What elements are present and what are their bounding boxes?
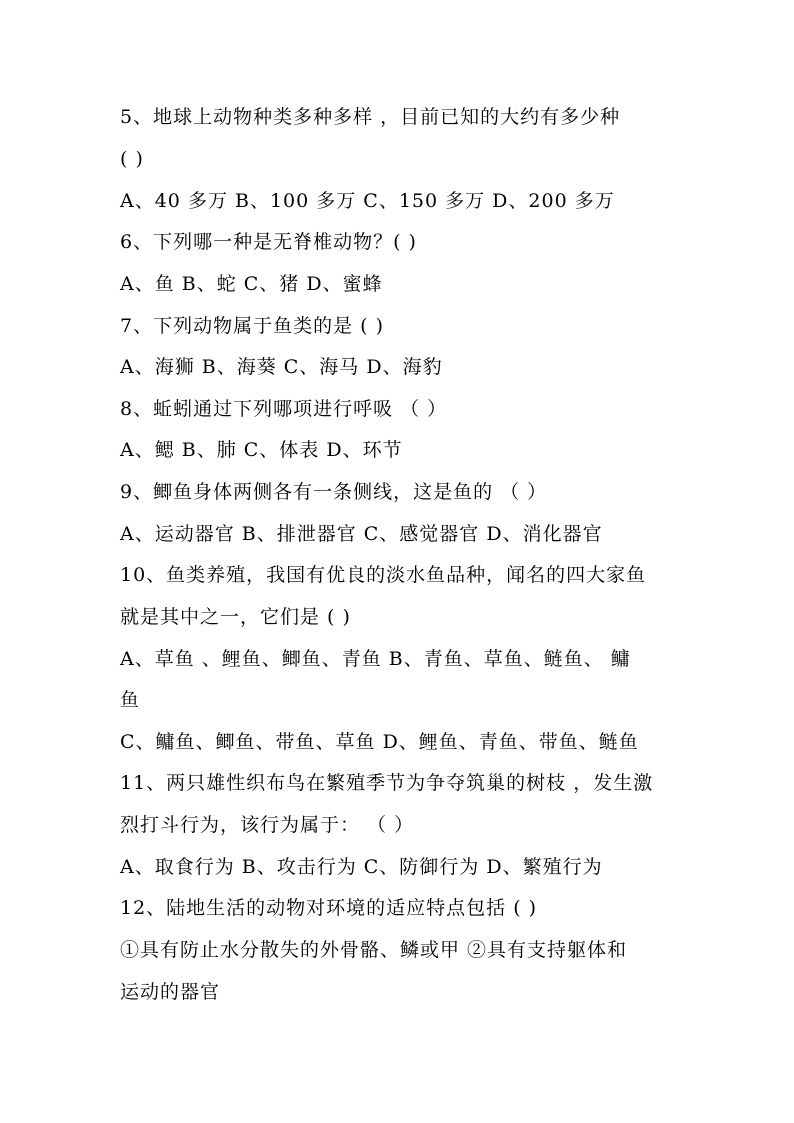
question-10-stem: 10、鱼类养殖，我国有优良的淡水鱼品种，闻名的四大家鱼 xyxy=(120,564,647,586)
question-5-blank: ( ) xyxy=(120,148,144,170)
question-12-statements: ①具有防止水分散失的外骨骼、鳞或甲 ②具有支持躯体和 xyxy=(120,939,628,961)
question-10-options-ab: A、草鱼 、鲤鱼、鲫鱼、青鱼 B、青鱼、草鱼、鲢鱼、 鳙 xyxy=(120,648,631,670)
question-6-stem: 6、下列哪一种是无脊椎动物？( ) xyxy=(120,231,417,253)
question-9-stem: 9、鲫鱼身体两侧各有一条侧线，这是鱼的 （ ） xyxy=(120,481,548,503)
question-5-stem: 5、地球上动物种类多种多样 ，目前已知的大约有多少种 xyxy=(120,106,621,128)
question-10-options-ab-continued: 鱼 xyxy=(120,689,141,711)
question-11-stem: 11、两只雄性织布鸟在繁殖季节为争夺筑巢的树枝 ，发生激 xyxy=(120,772,654,794)
question-9-options: A、运动器官 B、排泄器官 C、感觉器官 D、消化器官 xyxy=(120,523,603,545)
question-8-stem: 8、蚯蚓通过下列哪项进行呼吸 （ ） xyxy=(120,398,448,420)
question-12-statements-continued: 运动的器官 xyxy=(120,981,221,1003)
question-11-stem-continued: 烈打斗行为，该行为属于： （ ） xyxy=(120,814,415,836)
question-10-stem-continued: 就是其中之一，它们是 ( ) xyxy=(120,606,351,628)
question-6-options: A、鱼 B、蛇 C、猪 D、蜜蜂 xyxy=(120,273,383,295)
question-5-options: A、40 多万 B、100 多万 C、150 多万 D、200 多万 xyxy=(120,190,615,212)
question-7-options: A、海狮 B、海葵 C、海马 D、海豹 xyxy=(120,356,443,378)
question-10-options-cd: C、鳙鱼、鲫鱼、带鱼、草鱼 D、鲤鱼、青鱼、带鱼、鲢鱼 xyxy=(120,731,639,753)
question-12-stem: 12、陆地生活的动物对环境的适应特点包括 ( ) xyxy=(120,897,538,919)
question-7-stem: 7、下列动物属于鱼类的是 ( ) xyxy=(120,315,384,337)
question-8-options: A、鳃 B、肺 C、体表 D、环节 xyxy=(120,439,403,461)
question-11-options: A、取食行为 B、攻击行为 C、防御行为 D、繁殖行为 xyxy=(120,856,603,878)
